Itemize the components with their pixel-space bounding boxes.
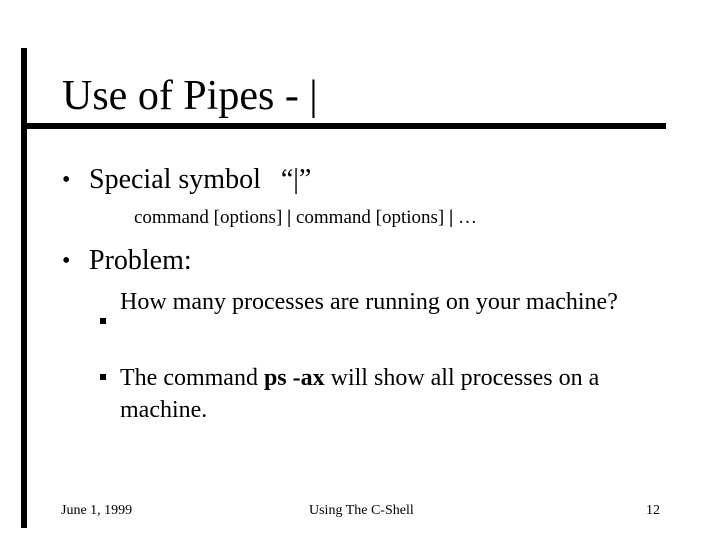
pipe-operator: |	[449, 207, 454, 228]
square-bullet-icon	[100, 374, 106, 380]
pipe-operator: |	[287, 207, 292, 228]
sub-item-text: will show all processes on a machine.	[120, 365, 600, 423]
bullet-problem: Problem:	[89, 245, 192, 276]
ps-command: ps -ax	[263, 365, 325, 391]
command-syntax-part: command [options]	[134, 207, 288, 228]
square-bullet-icon	[100, 318, 106, 324]
footer-date: June 1, 1999	[61, 503, 133, 518]
vertical-rule	[21, 48, 27, 528]
page-number: 12	[646, 503, 660, 518]
bullet-label: Special symbol	[89, 164, 261, 195]
bullet-marker: •	[62, 167, 71, 193]
command-syntax	[134, 206, 477, 230]
sub-item-ps-command	[120, 362, 680, 426]
sub-item-processes-question: How many processes are running on your machine?	[120, 289, 618, 315]
pipe-symbol: “|”	[280, 164, 312, 195]
command-syntax-part: …	[453, 207, 477, 228]
bullet-marker: •	[62, 248, 71, 274]
sub-item-text: The command	[120, 365, 264, 391]
bullet-special-symbol	[89, 164, 311, 196]
command-syntax-part: command [options]	[291, 207, 449, 228]
slide-title: Use of Pipes - |	[62, 73, 318, 119]
footer-title: Using The C-Shell	[309, 503, 414, 518]
title-underline	[21, 123, 666, 129]
